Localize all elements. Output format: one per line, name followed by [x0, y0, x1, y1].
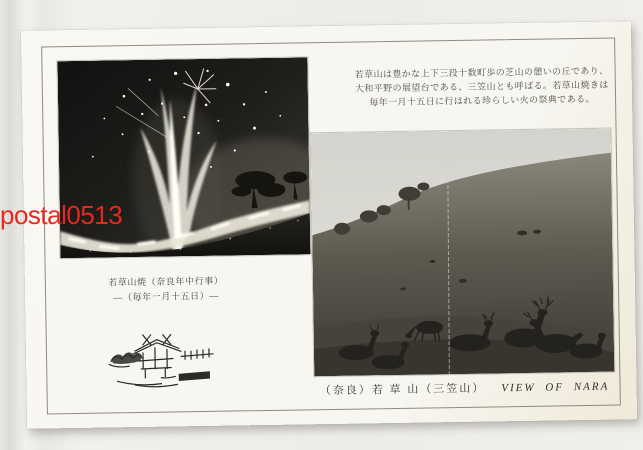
- shrine-sketch: [105, 330, 218, 390]
- deer-photo-art: [311, 129, 615, 377]
- deer-photo: [311, 129, 615, 377]
- description-text: [354, 64, 611, 110]
- fireworks-caption: [51, 273, 281, 307]
- bottom-caption-japanese: （奈良）若 草 山（三笠山）: [319, 382, 486, 398]
- bottom-caption-english: VIEW OF NARA: [501, 380, 610, 395]
- watermark-text: postal0513: [0, 200, 123, 230]
- shrine-sketch-art: [105, 330, 218, 390]
- description-line-3: 毎年一月十五日に行はれる珍らしい火の祭典である。: [369, 93, 595, 108]
- description-line-1: 若草山は豊かな上下三段十数町歩の芝山の憩いの丘であり、: [354, 65, 609, 80]
- description-line-2: 大和平野の展望台である、三笠山とも呼ばる。若草山焼きは: [354, 79, 609, 94]
- fireworks-caption-line-2: ―（毎年一月十五日）―: [113, 290, 219, 303]
- fireworks-caption-line-1: 若草山焼（奈良年中行事）: [108, 275, 224, 288]
